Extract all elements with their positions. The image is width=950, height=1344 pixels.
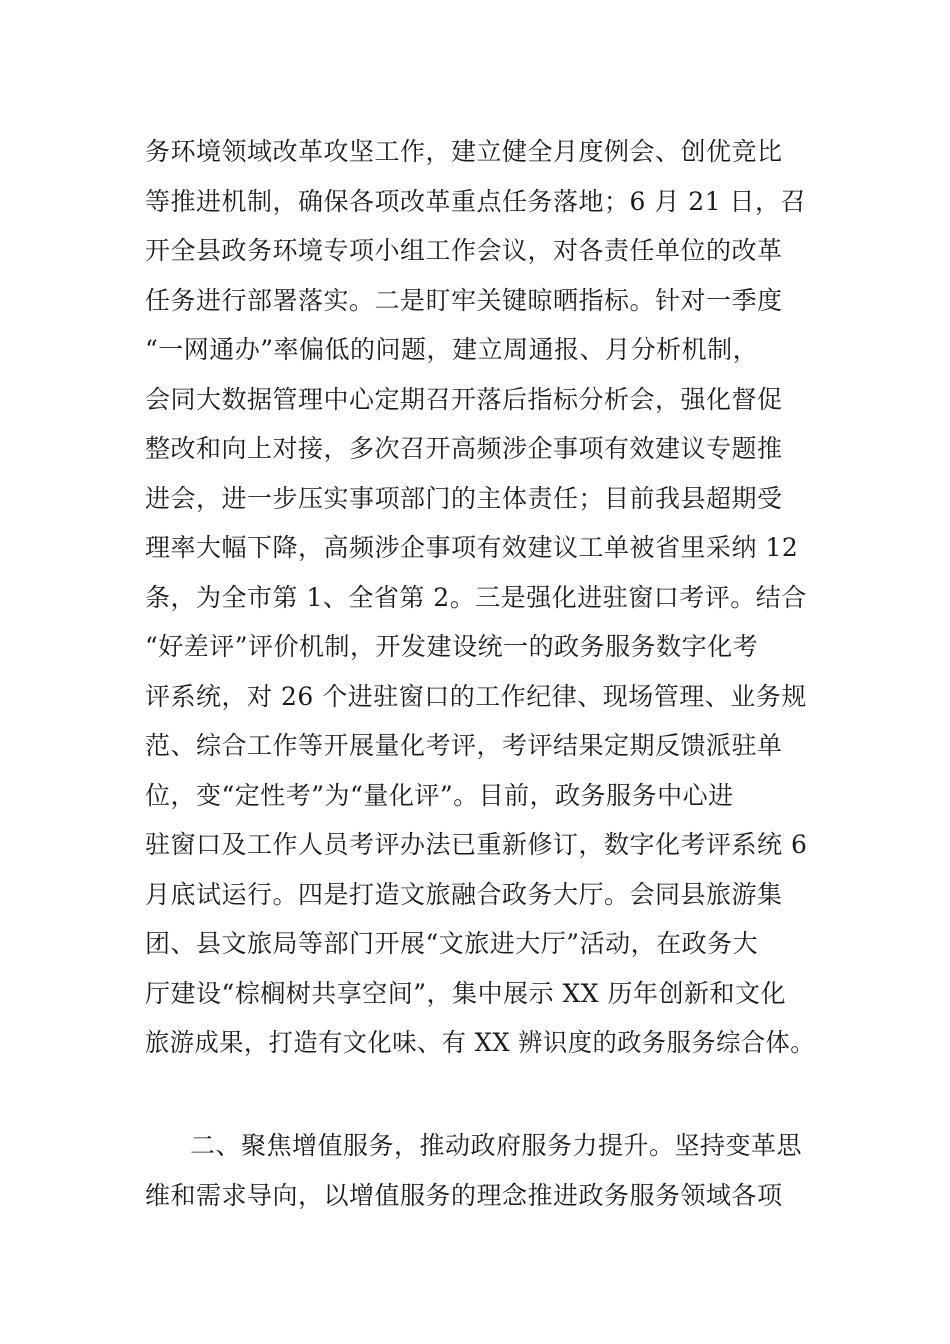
paragraph-line: 旅游成果，打造有文化味、有 XX 辨识度的政务服务综合体。	[145, 1028, 815, 1057]
paragraph-line: 评系统，对 26 个进驻窗口的工作纪律、现场管理、业务规	[145, 681, 807, 711]
paragraph-line: 驻窗口及工作人员考评办法已重新修订，数字化考评系统 6	[145, 830, 808, 859]
paragraph-line: 务环境领域改革攻坚工作，建立健全月度例会、创优竞比	[145, 137, 783, 166]
paragraph-line: 等推进机制，确保各项改革重点任务落地；6 月 21 日，召	[145, 186, 807, 216]
body-paragraph-1	[145, 135, 815, 1057]
paragraph-line: 开全县政务环境专项小组工作会议，对各责任单位的改革	[145, 236, 783, 265]
paragraph-line: 条，为全市第 1、全省第 2。三是强化进驻窗口考评。结合	[145, 582, 807, 612]
paragraph-line: “一网通办”率偏低的问题，建立周通报、月分析机制，	[145, 335, 759, 364]
paragraph-line: “好差评”评价机制，开发建设统一的政务服务数字化考	[145, 632, 759, 661]
paragraph-line: 理率大幅下降，高频涉企事项有效建议工单被省里采纳 12	[145, 533, 799, 562]
paragraph-line: 月底试运行。四是打造文旅融合政务大厅。会同县旅游集	[145, 879, 783, 909]
paragraph-line: 整改和向上对接，多次召开高频涉企事项有效建议专题推	[145, 434, 783, 463]
paragraph-line: 团、县文旅局等部门开展“文旅进大厅”活动，在政务大	[145, 929, 759, 958]
body-paragraph-2	[145, 1129, 815, 1239]
paragraph-line: 进会，进一步压实事项部门的主体责任；目前我县超期受	[145, 483, 783, 513]
paragraph-line: 会同大数据管理中心定期召开落后指标分析会，强化督促	[145, 384, 783, 414]
paragraph-line: 二、聚焦增值服务，推动政府服务力提升。坚持变革思	[190, 1131, 803, 1160]
paragraph-line: 位，变“定性考”为“量化评”。目前，政务服务中心进	[145, 780, 734, 810]
paragraph-line: 范、综合工作等开展量化考评，考评结果定期反馈派驻单	[145, 731, 783, 760]
paragraph-line: 维和需求导向，以增值服务的理念推进政务服务领域各项	[145, 1181, 783, 1210]
paragraph-line: 厅建设“棕榈树共享空间”，集中展示 XX 历年创新和文化	[145, 978, 787, 1008]
paragraph-line: 任务进行部署落实。二是盯牢关键晾晒指标。针对一季度	[145, 285, 783, 315]
